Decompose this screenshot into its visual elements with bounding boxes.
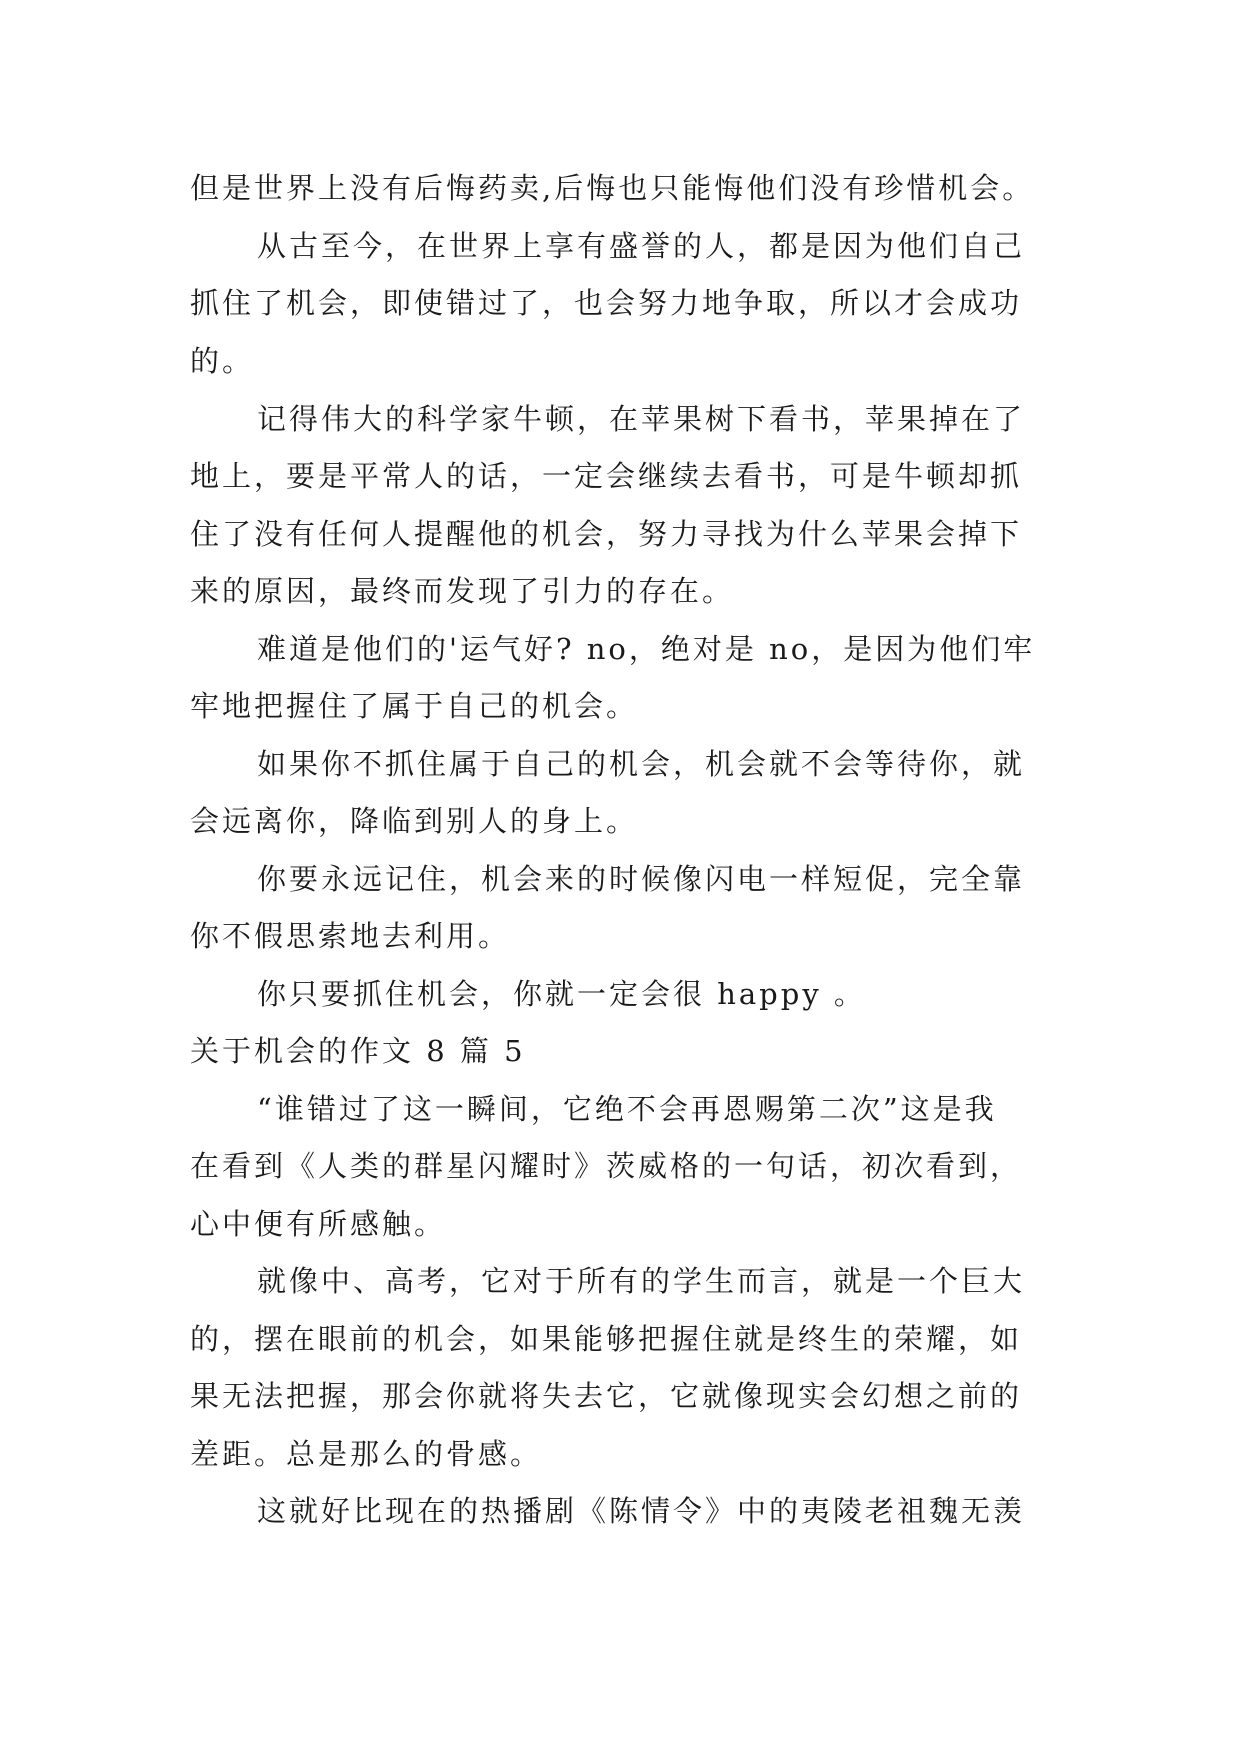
paragraph-start-line: 你只要抓住机会，你就一定会很 happy 。 — [257, 977, 866, 1011]
text-line: 的，摆在眼前的机会，如果能够把握住就是终生的荣耀，如 — [190, 1322, 1023, 1356]
text-line: 会远离你，降临到别人的身上。 — [190, 804, 639, 838]
paragraph-start-line: 这就好比现在的热播剧《陈情令》中的夷陵老祖魏无羡 — [257, 1494, 1026, 1528]
text-line: 但是世界上没有后悔药卖,后悔也只能悔他们没有珍惜机会。 — [190, 171, 1035, 205]
text-line: 在看到《人类的群星闪耀时》茨威格的一句话，初次看到， — [190, 1149, 1023, 1183]
text-line: 果无法把握，那会你就将失去它，它就像现实会幻想之前的 — [190, 1379, 1023, 1413]
paragraph-start-line: 难道是他们的'运气好? no，绝对是 no，是因为他们牢 — [257, 632, 1036, 666]
paragraph-start-line: 你要永远记住，机会来的时候像闪电一样短促，完全靠 — [257, 862, 1026, 896]
paragraph-start-line: 就像中、高考，它对于所有的学生而言，就是一个巨大 — [257, 1264, 1026, 1298]
text-line: 住了没有任何人提醒他的机会，努力寻找为什么苹果会掉下 — [190, 517, 1023, 551]
text-line: 牢地把握住了属于自己的机会。 — [190, 689, 639, 723]
text-line: 差距。总是那么的骨感。 — [190, 1437, 543, 1471]
paragraph-start-line: 记得伟大的科学家牛顿，在苹果树下看书，苹果掉在了 — [257, 402, 1026, 436]
text-line: 心中便有所感触。 — [190, 1207, 447, 1241]
paragraph-start-line: 如果你不抓住属于自己的机会，机会就不会等待你，就 — [257, 747, 1026, 781]
section-heading: 关于机会的作文 8 篇 5 — [190, 1034, 526, 1068]
text-line: 你不假思索地去利用。 — [190, 919, 511, 953]
paragraph-start-line: “谁错过了这一瞬间，它绝不会再恩赐第二次”这是我 — [257, 1092, 997, 1126]
text-line: 地上，要是平常人的话，一定会继续去看书，可是牛顿却抓 — [190, 459, 1023, 493]
text-line: 来的原因，最终而发现了引力的存在。 — [190, 574, 735, 608]
text-line: 的。 — [190, 344, 255, 378]
paragraph-start-line: 从古至今，在世界上享有盛誉的人，都是因为他们自己 — [257, 229, 1026, 263]
text-line: 抓住了机会，即使错过了，也会努力地争取，所以才会成功 — [190, 286, 1023, 320]
